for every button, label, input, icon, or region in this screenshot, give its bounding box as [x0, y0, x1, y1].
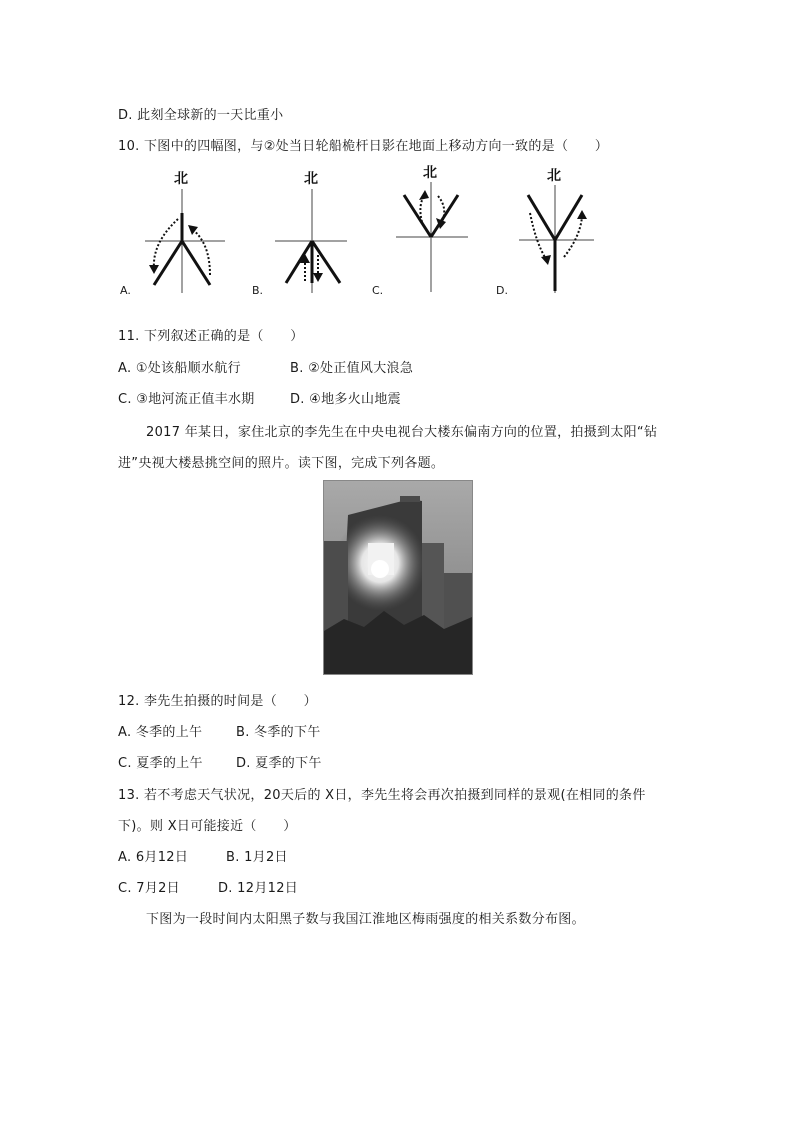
- q12-option-b: B. 冬季的下午: [236, 725, 321, 740]
- figure-a: [140, 163, 240, 295]
- q13-options-row1: [118, 846, 288, 865]
- figure-c-label: C.: [372, 284, 384, 297]
- q10-stem: 10. 下图中的四幅图，与②处当日轮船桅杆日影在地面上移动方向一致的是（ ）: [118, 139, 609, 154]
- north-label: 北: [423, 165, 437, 181]
- q11-option-b: B. ②处正值风大浪急: [290, 361, 414, 376]
- q12-option-c: C. 夏季的上午: [118, 756, 203, 771]
- figure-c: [392, 160, 492, 295]
- q11-stem: 11. 下列叙述正确的是（ ）: [118, 329, 304, 344]
- q9-option-d: D. 此刻全球新的一天比重小: [118, 108, 284, 123]
- figure-b: [272, 163, 372, 295]
- passage2-text: 下图为一段时间内太阳黑子数与我国江淮地区梅雨强度的相关系数分布图。: [146, 912, 585, 927]
- q11-options-row2: [118, 388, 401, 407]
- q12-options-row2: [118, 752, 322, 771]
- q12-option-a: A. 冬季的上午: [118, 725, 203, 740]
- passage1-line1: 2017 年某日，家住北京的李先生在中央电视台大楼东偏南方向的位置，拍摄到太阳“钻: [146, 425, 658, 440]
- passage1-line2: 进”央视大楼悬挑空间的照片。读下图，完成下列各题。: [118, 456, 445, 471]
- figure-d: [516, 163, 616, 295]
- q13-option-d: D. 12月12日: [218, 881, 299, 896]
- q13-option-b: B. 1月2日: [226, 850, 288, 865]
- q13-stem-line2: 下)。则 X日可能接近（ ）: [118, 819, 297, 834]
- q11-option-a: A. ①处该船顺水航行: [118, 361, 241, 376]
- q11-option-d: D. ④地多火山地震: [290, 392, 401, 407]
- q11-options-row1: [118, 357, 413, 376]
- north-label: 北: [304, 171, 318, 187]
- north-label: 北: [547, 168, 561, 184]
- north-label: 北: [174, 171, 188, 187]
- q13-option-a: A. 6月12日: [118, 850, 189, 865]
- figure-a-label: A.: [120, 284, 131, 297]
- q12-stem: 12. 李先生拍摄的时间是（ ）: [118, 694, 317, 709]
- q13-options-row2: [118, 877, 298, 896]
- q13-stem-line1: 13. 若不考虑天气状况，20天后的 X日，李先生将会再次拍摄到同样的景观(在相同的条件: [118, 788, 646, 803]
- figure-d-label: D.: [496, 284, 508, 297]
- figure-b-label: B.: [252, 284, 264, 297]
- q13-option-c: C. 7月2日: [118, 881, 180, 896]
- cctv-building-photo: [323, 480, 473, 675]
- q12-options-row1: [118, 721, 321, 740]
- q12-option-d: D. 夏季的下午: [236, 756, 322, 771]
- q11-option-c: C. ③地河流正值丰水期: [118, 392, 255, 407]
